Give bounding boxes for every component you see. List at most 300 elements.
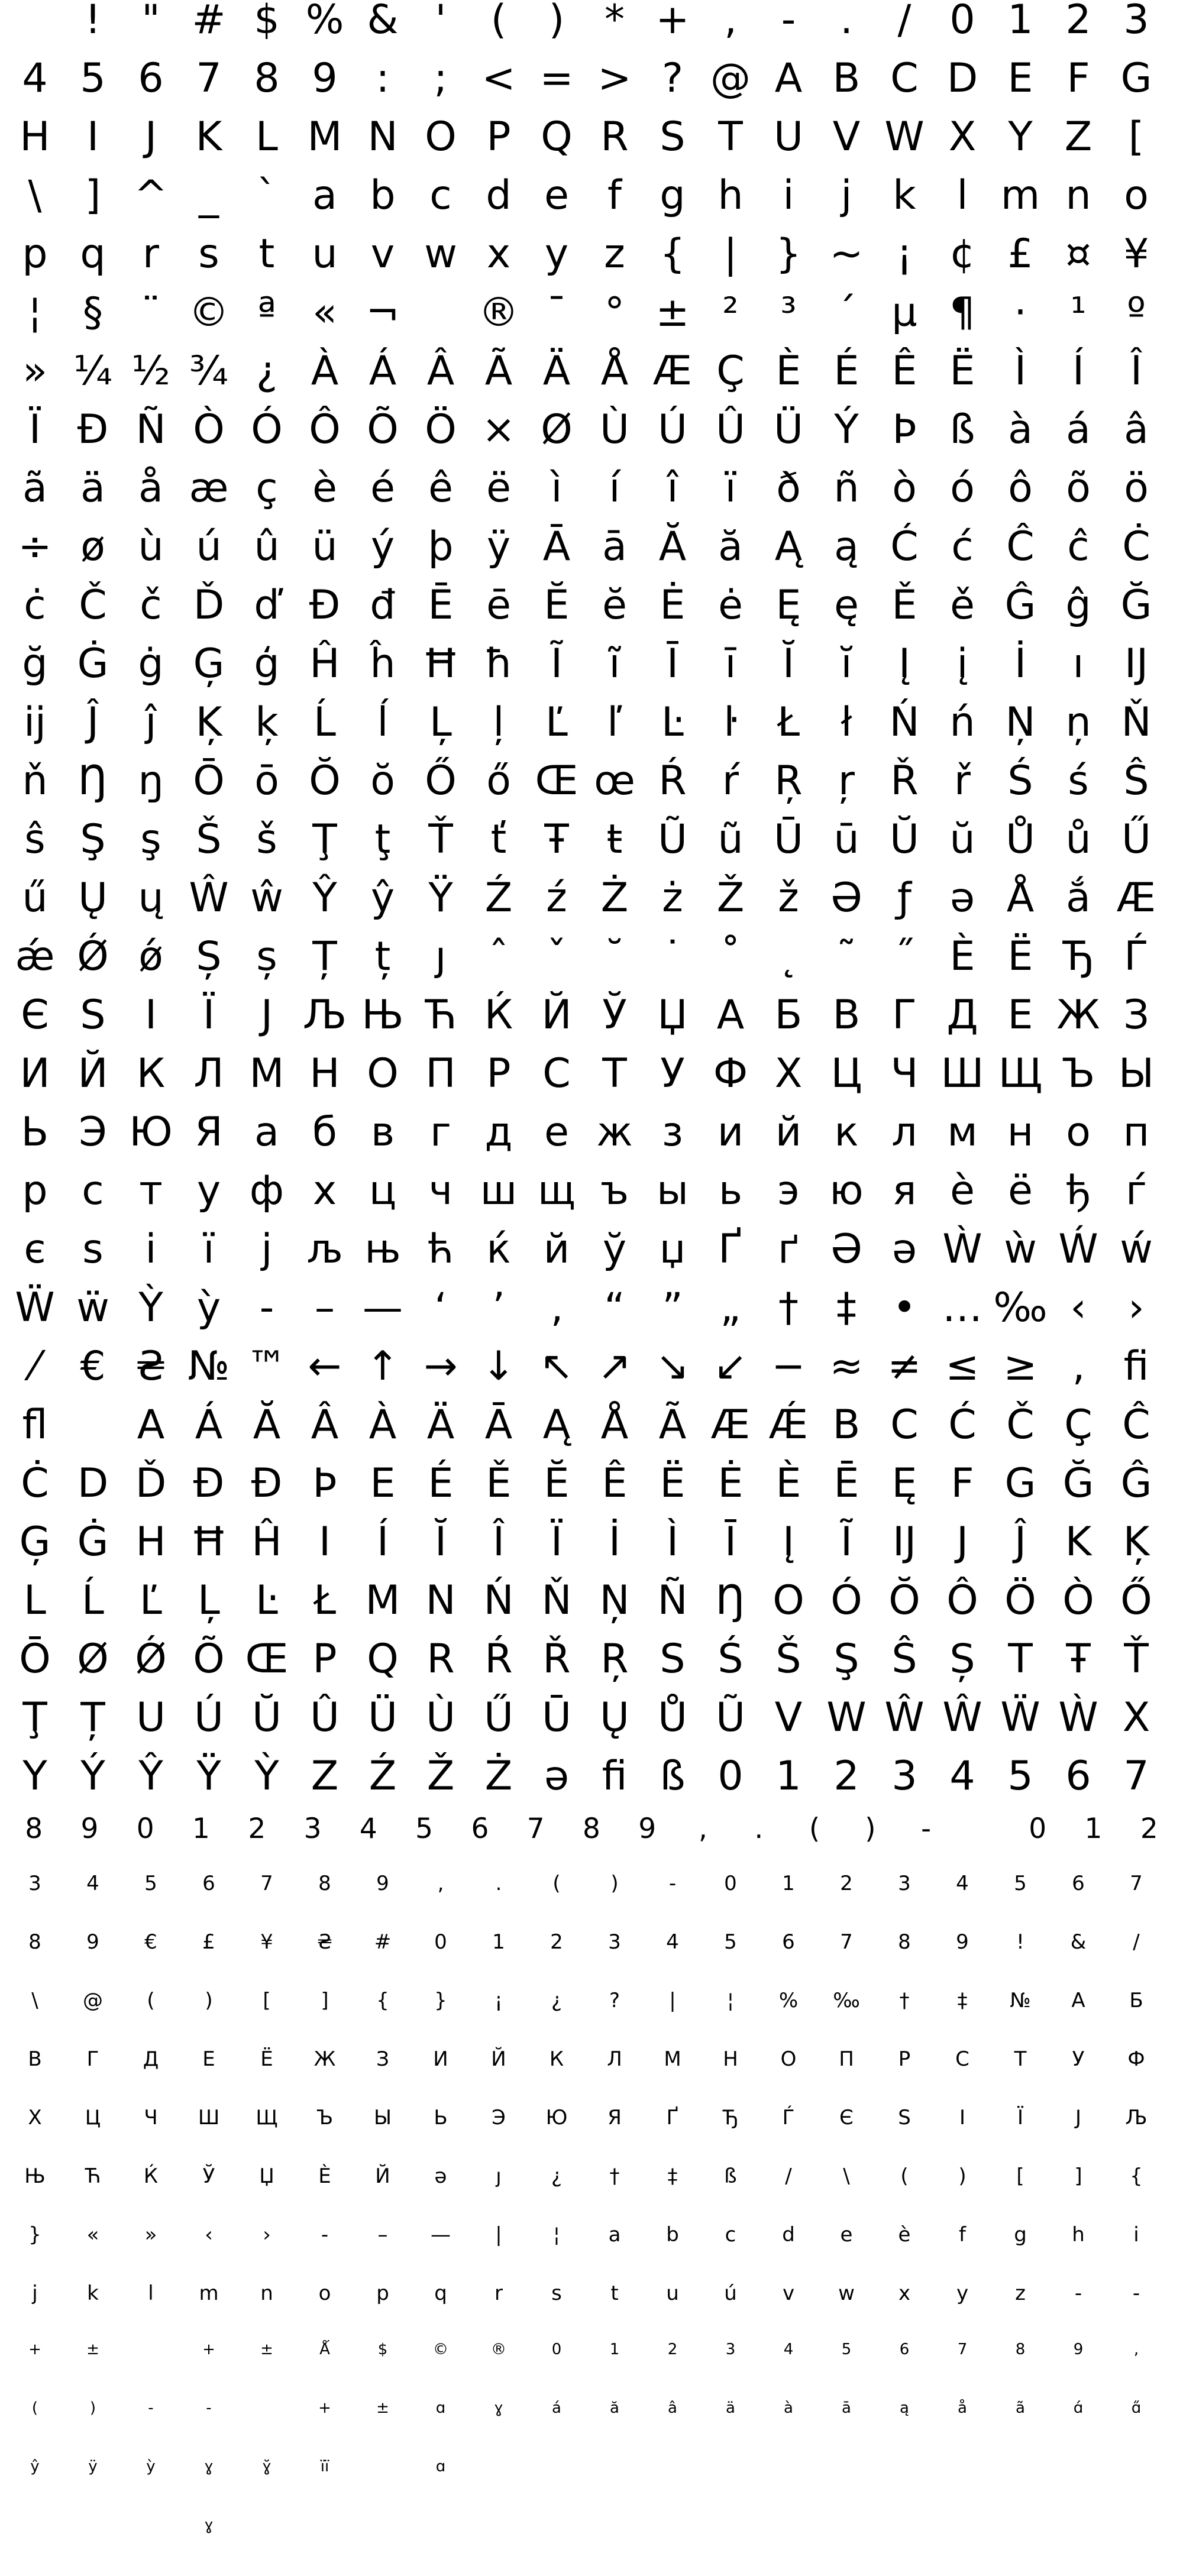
glyph-cell: ď [254,582,280,629]
glyph-cell: Ř [542,1636,571,1682]
glyph-row [6,1460,1177,1522]
glyph-cell: " [141,0,160,43]
glyph-cell: Ђ [722,2106,739,2130]
glyph-cell: Ŷ [312,875,337,921]
glyph-cell: ( [552,1872,561,1895]
glyph-cell: 3 [891,1753,917,1800]
glyph-cell: 0 [136,1813,154,1845]
glyph-cell: ğ [22,640,48,687]
glyph-cell: h [1072,2223,1085,2247]
glyph-cell: Ñ [657,1577,688,1624]
glyph-cell: Z [311,1753,339,1800]
glyph-block-small-figures-and-fractions [6,1815,1177,1873]
glyph-row [6,231,1177,293]
glyph-cell: é [370,465,395,512]
glyph-cell: Щ [998,1050,1043,1097]
glyph-cell: j [841,172,852,219]
glyph-cell: V [832,114,861,160]
glyph-cell: Ґ [666,2106,679,2130]
glyph-cell: « [86,2223,99,2247]
glyph-cell: ´ [836,289,856,336]
glyph-row [6,1109,1177,1171]
glyph-cell: ≠ [887,1343,922,1390]
glyph-cell: Ğ [1120,582,1152,629]
glyph-cell: y [544,231,569,277]
glyph-cell: 7 [196,55,222,102]
glyph-cell: Ю [129,1109,173,1156]
glyph-cell: Ď [193,582,225,629]
glyph-cell: 4 [949,1753,975,1800]
glyph-cell: Ø [541,406,573,453]
glyph-cell: ŗ [838,758,855,804]
glyph-cell: ɣ [204,2458,214,2475]
glyph-cell: Ů [658,1694,687,1741]
glyph-cell: 7 [1130,1872,1143,1895]
glyph-cell: ¡ [896,231,913,277]
glyph-cell: r [494,2281,503,2305]
glyph-cell: 0 [717,1753,744,1800]
glyph-row [6,1694,1177,1756]
glyph-cell: ĉ [1067,523,1090,570]
glyph-cell: ę [834,582,859,629]
glyph-cell: Ļ [429,699,452,746]
glyph-cell: Ť [428,816,453,863]
glyph-cell: ț [374,933,391,980]
glyph-cell: ± [376,2399,389,2417]
glyph-cell: № [1010,1989,1031,2012]
glyph-cell: о [1066,1109,1091,1156]
glyph-cell: Č [79,582,107,629]
glyph-cell: щ [537,1167,576,1214]
glyph-cell: ý [370,523,395,570]
glyph-cell: È [775,1460,801,1507]
glyph-cell: Ÿ [196,1753,221,1800]
glyph-cell: Ź [369,1753,397,1800]
glyph-cell: ĺ [377,699,389,746]
glyph-cell: c [725,2223,736,2247]
glyph-cell: Ś [1007,758,1033,804]
glyph-cell: Þ [892,406,917,453]
glyph-cell: 7 [260,1872,273,1895]
glyph-cell: С [955,2047,969,2071]
glyph-cell: Ī [724,1519,737,1565]
glyph-row [6,582,1177,644]
glyph-cell: Œ [245,1636,289,1682]
glyph-cell: Я [607,2106,622,2130]
glyph-cell: п [1123,1109,1150,1156]
glyph-cell: 8 [583,1813,600,1845]
glyph-cell: v [370,231,395,277]
glyph-cell: Є [839,2106,854,2130]
glyph-cell: ĩ [609,640,620,687]
glyph-cell: ‘ [434,1284,447,1331]
glyph-cell: ’ [492,1284,505,1331]
glyph-cell: Ẅ [1000,1694,1040,1741]
glyph-cell: Ų [600,1694,629,1741]
glyph-cell: Н [723,2047,738,2071]
glyph-cell: Ĉ [1122,1402,1150,1448]
glyph-cell: ð [776,465,801,512]
glyph-cell: ® [479,289,519,336]
glyph-row [6,1226,1177,1288]
glyph-cell: 3 [1123,0,1149,43]
glyph-cell: Б [1129,1989,1143,2012]
glyph-cell: ђ [1065,1167,1091,1214]
glyph-cell: Ğ [1062,1460,1094,1507]
glyph-cell: 2 [667,2341,678,2358]
glyph-cell: G [1120,55,1152,102]
glyph-cell: Ý [834,406,859,453]
glyph-cell: z [604,231,625,277]
glyph-row [6,465,1177,527]
glyph-cell: У [660,1050,685,1097]
glyph-cell: K [1065,1519,1092,1565]
glyph-cell: w [838,2281,855,2305]
glyph-cell: a [608,2223,621,2247]
glyph-row [6,1402,1177,1464]
glyph-cell: ъ [600,1167,629,1214]
glyph-cell: ỳ [196,1284,221,1331]
glyph-cell: д [484,1109,513,1156]
glyph-cell: ä [726,2399,735,2417]
glyph-cell: 8 [28,1930,41,1954]
glyph-cell: И [433,2047,448,2071]
glyph-cell: А [716,992,745,1038]
glyph-cell: ũ [717,816,744,863]
glyph-cell: Ù [600,406,629,453]
glyph-cell: Ẁ [1058,1694,1098,1741]
glyph-cell: & [1070,1930,1087,1954]
glyph-cell: ƒ [897,875,912,921]
glyph-cell: ĳ [24,699,46,746]
glyph-cell: з [661,1109,684,1156]
glyph-cell: Џ [259,2164,274,2188]
glyph-cell: ± [260,2341,273,2358]
glyph-cell: Å [600,348,629,394]
glyph-cell: ï [725,465,736,512]
glyph-cell: ( [147,1989,155,2012]
glyph-cell: Ū [542,1694,571,1741]
glyph-cell: ÷ [18,523,52,570]
glyph-cell: Ŵ [884,1694,925,1741]
glyph-cell: ē [486,582,511,629]
glyph-cell: \ [28,172,42,219]
glyph-cell: å [958,2399,967,2417]
glyph-cell: ė [718,582,743,629]
glyph-cell: ß [660,1753,686,1800]
glyph-row [6,1343,1177,1405]
glyph-cell: ( [490,0,507,43]
glyph-cell: M [365,1577,400,1624]
glyph-cell: ° [605,289,625,336]
glyph-cell: Y [22,1753,47,1800]
glyph-cell: ľ [607,699,622,746]
glyph-cell: ö [1124,465,1149,512]
glyph-cell: 0 [724,1872,737,1895]
glyph-cell: Ф [713,1050,748,1097]
glyph-cell: Ѓ [1124,933,1149,980]
glyph-cell: 5 [1007,1753,1033,1800]
glyph-cell: ć [951,523,974,570]
glyph-cell: { [376,1989,389,2012]
glyph-cell: Ö [1004,1577,1036,1624]
glyph-cell: ŷ [370,875,395,921]
glyph-cell: \ [31,1989,38,2012]
glyph-cell: Ф [1127,2047,1145,2071]
glyph-cell: + [202,2341,215,2358]
glyph-cell: в [370,1109,395,1156]
glyph-cell: ə [544,1753,569,1800]
glyph-cell: ů [1065,816,1091,863]
glyph-cell: | [723,231,738,277]
glyph-cell: Ĕ [544,1460,570,1507]
glyph-cell: m [1000,172,1040,219]
glyph-cell: Ы [1119,1050,1154,1097]
glyph-cell: ļ [493,699,505,746]
glyph-cell: Р [898,2047,911,2071]
glyph-cell: z [1015,2281,1026,2305]
glyph-cell: 7 [957,2341,968,2358]
glyph-cell: č [140,582,162,629]
glyph-cell: Ė [717,1460,744,1507]
glyph-cell: Ï [550,1519,563,1565]
glyph-cell: № [188,1343,230,1390]
glyph-row [6,172,1177,234]
glyph-cell: I [86,114,99,160]
glyph-cell: Á [195,1402,223,1448]
glyph-cell: ) [89,2399,96,2417]
glyph-cell: ¹ [1070,289,1087,336]
glyph-cell: Ç [716,348,745,394]
glyph-cell: Ћ [425,992,457,1038]
glyph-row [6,1815,1177,1873]
glyph-cell: ₴ [135,1343,167,1390]
glyph-cell: ﬂ [22,1402,48,1448]
glyph-cell: Ĺ [82,1577,104,1624]
glyph-cell: ȷ [435,933,447,980]
glyph-cell: À [369,1402,397,1448]
glyph-cell: Þ [312,1460,337,1507]
glyph-row [6,2108,1177,2166]
glyph-cell: ] [85,172,101,219]
glyph-cell: Ľ [140,1577,162,1624]
glyph-cell: Ş [833,1636,859,1682]
glyph-cell: 8 [1015,2341,1026,2358]
glyph-cell: І [144,992,157,1038]
glyph-cell: 4 [666,1930,679,1954]
glyph-cell: ¾ [189,348,228,394]
glyph-cell: Ş [80,816,106,863]
glyph-cell: l [956,172,968,219]
glyph-cell: 9 [312,55,338,102]
glyph-cell: J [144,114,157,160]
glyph-cell: Š [196,816,222,863]
glyph-cell: Ŷ [138,1753,163,1800]
glyph-cell: с [82,1167,104,1214]
glyph-cell: Ð [77,406,109,453]
glyph-cell: ā [602,523,627,570]
glyph-row [6,55,1177,117]
glyph-cell: › [1128,1284,1145,1331]
glyph-cell: Ű [484,1694,513,1741]
glyph-cell: š [256,816,277,863]
glyph-cell: Ь [434,2106,448,2130]
glyph-cell: Í [376,1519,389,1565]
glyph-cell: ǽ [15,933,55,980]
glyph-cell: E [1007,55,1033,102]
glyph-cell: 4 [956,1872,969,1895]
glyph-cell: К [549,2047,564,2071]
glyph-cell: P [312,1636,337,1682]
glyph-cell: ı [1072,640,1084,687]
glyph-cell: … [942,1284,982,1331]
glyph-cell: ų [138,875,164,921]
glyph-cell: Ŕ [484,1636,513,1682]
glyph-cell: è [312,465,337,512]
glyph-cell: ł [841,699,852,746]
glyph-cell: # [374,1930,392,1954]
glyph-cell: ; [434,55,448,102]
glyph-cell: ) [548,0,565,43]
glyph-cell: ш [480,1167,518,1214]
glyph-cell: ¬ [366,289,400,336]
glyph-cell: ¿ [551,2164,563,2188]
glyph-cell: 8 [898,1930,911,1954]
glyph-cell: Ĕ [544,582,570,629]
glyph-cell: Ə [830,875,862,921]
glyph-cell: к [834,1109,859,1156]
glyph-cell: W [884,114,925,160]
glyph-cell: 2 [550,1930,563,1954]
glyph-cell: Ě [486,1460,512,1507]
glyph-cell: - [148,2399,154,2417]
glyph-cell: Ħ [422,640,460,687]
glyph-cell: % [778,1989,799,2012]
glyph-cell: n [260,2281,273,2305]
glyph-cell: Щ [256,2106,278,2130]
glyph-cell: Д [143,2047,159,2071]
glyph-cell: . [840,0,853,43]
glyph-cell: b [666,2223,679,2247]
glyph-cell: р [22,1167,48,1214]
glyph-cell: Œ [535,758,578,804]
glyph-cell: љ [306,1226,343,1273]
glyph-cell: à [784,2399,793,2417]
glyph-cell: 9 [638,1813,657,1845]
glyph-cell: Ł [313,1577,337,1624]
glyph-cell: Ò [193,406,225,453]
glyph-cell: 0 [551,2341,562,2358]
glyph-cell: L [256,114,278,160]
glyph-cell: k [87,2281,99,2305]
glyph-cell: ” [662,1284,683,1331]
glyph-cell: Ó [251,406,283,453]
glyph-cell: p [376,2281,389,2305]
glyph-cell: У [1072,2047,1085,2071]
glyph-cell: 6 [1065,1753,1091,1800]
glyph-cell: Ţ [22,1694,47,1741]
glyph-cell: ¼ [73,348,112,394]
glyph-cell: ģ [254,640,280,687]
glyph-cell: Ó [830,1577,862,1624]
glyph-cell: € [80,1343,106,1390]
glyph-cell: K [195,114,222,160]
glyph-cell: d [782,2223,795,2247]
glyph-cell: 9 [956,1930,969,1954]
glyph-cell: ^ [134,172,168,219]
glyph-cell: Ġ [77,640,109,687]
glyph-cell: Á [369,348,397,394]
glyph-cell: ä [80,465,105,512]
glyph-cell: p [22,231,48,277]
glyph-cell: ¢ [949,231,975,277]
glyph-cell: 3 [28,1872,41,1895]
glyph-cell: Е [1007,992,1033,1038]
glyph-cell: ţ [374,816,391,863]
glyph-cell: ] [321,1989,329,2012]
glyph-row [6,1753,1177,1815]
glyph-cell: Ĉ [1006,523,1035,570]
glyph-cell: – [377,2223,388,2247]
glyph-cell: Ц [85,2106,101,2130]
glyph-cell: ə [950,875,975,921]
glyph-cell: ő [486,758,511,804]
glyph-cell: ÿ [88,2458,98,2475]
glyph-cell: x [486,231,511,277]
glyph-cell: į [956,640,968,687]
glyph-cell: ¡ [494,1989,503,2012]
glyph-cell: b [370,172,396,219]
glyph-cell: Ч [890,1050,919,1097]
glyph-cell: З [376,2047,389,2071]
glyph-cell: ` [257,172,277,219]
glyph-cell: , [724,0,737,43]
glyph-cell: ỳ [146,2458,156,2475]
glyph-cell: ? [661,55,684,102]
glyph-cell: Ë [660,1460,686,1507]
glyph-cell: Э [79,1109,107,1156]
glyph-cell: > [597,55,632,102]
glyph-cell: – [315,1284,335,1331]
glyph-cell: 6 [138,55,164,102]
glyph-cell: ) [205,1989,213,2012]
glyph-cell: ² [722,289,739,336]
glyph-cell: 9 [80,1813,99,1845]
glyph-cell: n [1065,172,1091,219]
glyph-cell: } [434,1989,447,2012]
glyph-cell: Т [602,1050,627,1097]
glyph-cell: Ĵ [1014,1519,1027,1565]
glyph-cell: Ö [425,406,457,453]
glyph-cell: ë [486,465,511,512]
glyph-cell: ș [256,933,277,980]
glyph-cell: Ÿ [428,875,453,921]
glyph-cell: Ő [1120,1577,1152,1624]
glyph-cell: Õ [367,406,399,453]
glyph-cell: [ [1128,114,1145,160]
glyph-cell: - [668,1872,677,1895]
glyph-cell: Й [77,1050,108,1097]
glyph-cell: Ѓ [782,2106,795,2130]
glyph-cell: Ї [202,992,215,1038]
glyph-cell: Đ [309,582,341,629]
glyph-cell: 3 [898,1872,911,1895]
glyph-cell: ű [22,875,48,921]
glyph-cell: ] [1074,2164,1082,2188]
glyph-cell: Č [1006,1402,1035,1448]
glyph-cell: W [826,1694,867,1741]
glyph-cell: £ [202,1930,215,1954]
